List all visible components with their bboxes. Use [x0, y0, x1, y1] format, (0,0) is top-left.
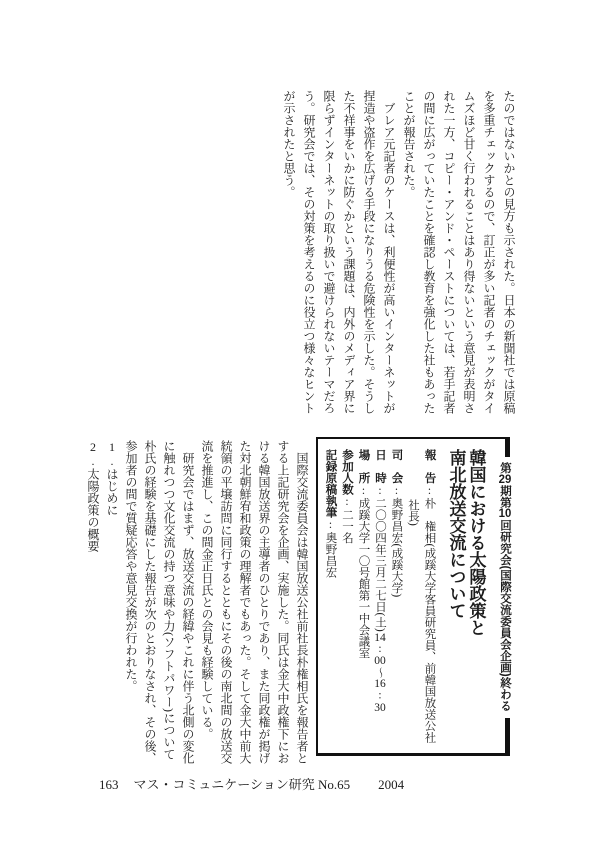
- page-footer: [99, 774, 404, 793]
- outline-number: 2.: [86, 440, 100, 468]
- end-hour: 16: [374, 678, 386, 690]
- end-minute: 30: [374, 701, 386, 714]
- outline-text: はじめに: [105, 468, 119, 516]
- moderator-line: [388, 449, 405, 747]
- moderator-label: 司 会: [390, 449, 403, 484]
- recorder-value: 奥野昌宏: [324, 532, 337, 578]
- venue-label: 場 所: [357, 449, 370, 484]
- colon-separator: :: [324, 519, 337, 531]
- time-colon: :: [374, 643, 386, 656]
- start-minute: 00: [374, 655, 386, 667]
- article-continuation-text: [273, 90, 519, 420]
- start-hour: 14: [374, 631, 386, 644]
- datetime-line: [372, 449, 389, 747]
- session-title-line1: 韓国における太陽政策と: [466, 449, 486, 636]
- outline-number: 1.: [105, 440, 119, 468]
- moderator-value: 奥野昌宏(成蹊大学): [390, 497, 403, 598]
- datetime-date: 二〇〇四年三月二七日(土): [374, 497, 386, 632]
- recorder-label: 記録原稿執筆: [324, 449, 337, 518]
- recorder-line: [322, 449, 339, 747]
- colon-separator: :: [341, 496, 353, 508]
- venue-value: 成蹊大学一〇号館第一中会議室: [357, 497, 370, 659]
- paragraph: ブレア元記者のケースは、利便性が高いインターネットが捏造や盗作を広げる手段になりうる危険性を示した。そうした不祥事をいかに防ぐかという課題は、内外のメディア界に限らずインターネットの取り扱いで避けられないテーマだろう。研究会では、その対策を考えるのに役立つ様々なヒントが示されたと思う。: [282, 90, 396, 414]
- venue-line: [355, 449, 372, 747]
- speaker-line-wrap: [405, 449, 422, 747]
- participants-value: 二一名: [341, 509, 353, 544]
- speaker-value: 朴 権相(成蹊大学客員研究員、前韓国放送公社: [423, 497, 436, 743]
- running-head-text: 期第: [499, 485, 511, 508]
- journal-title: マス・コミュニケーション研究 No.65: [133, 777, 351, 792]
- speaker-line: [421, 449, 438, 747]
- session-number: 29: [498, 473, 512, 485]
- outline-item-2: [83, 440, 102, 770]
- session-title: [446, 449, 486, 747]
- colon-separator: :: [357, 484, 370, 497]
- participants-label: 参加人数: [341, 449, 353, 495]
- session-info-box: [316, 437, 510, 756]
- session-report-body: [75, 440, 311, 770]
- paragraph: 研究会ではまず、放送交流の経緯やこれに伴う北側の変化に触れつつ文化交流の持つ意味や力(ソフトパワー)について朴氏の経験を基礎にした報告が次のとおりなされ、その後、参加者の間で質疑応答や意見交換が行われた。: [124, 440, 195, 764]
- time-colon: :: [374, 689, 386, 702]
- participants-line: [339, 449, 356, 747]
- section-running-head: [498, 457, 512, 718]
- running-head-text: 回研究会(国際交流委員会企画)終わる: [499, 519, 511, 712]
- publication-year: 2004: [378, 777, 405, 792]
- colon-separator: :: [423, 484, 436, 497]
- meeting-number: 10: [498, 508, 512, 520]
- paragraph: たのではないかとの見方も示された。日本の新聞社では原稿を多重チェックするので、訂正が多い記者のチェックがタイムズほど甘く行われることはあり得ないという意見が表明された一方、コピー・アンド・ペーストについては、若手記者の間に広がっていたことを確認し教育を強化した社もあったことが報告された。: [402, 90, 516, 414]
- speaker-label: 報 告: [423, 449, 436, 484]
- paragraph: 国際交流委員会は韓国放送公社前社長朴権相氏を報告者とする上記研究会を企画、実施した。同氏は金大中政権下における韓国放送界の主導者のひとりであり、また同政権が掲げた対北朝鮮宥和政策の理解者でもあった。そして金大中前大統領の平壌訪問に同行するとともにその後の南北間の放送交流を推進し、この間金正日氏との会見も経験している。: [200, 440, 309, 764]
- outline-item-1: [102, 440, 121, 770]
- speaker-value-wrap: 社長): [407, 499, 419, 526]
- outline-text: 太陽政策の概要: [86, 468, 100, 552]
- session-title-line2: 南北放送交流について: [446, 449, 466, 619]
- datetime-label: 日 時: [374, 449, 386, 484]
- tilde-range: 〜: [374, 666, 386, 679]
- page-number: 163: [99, 777, 119, 792]
- colon-separator: :: [374, 484, 386, 497]
- running-head-text: 第: [499, 462, 511, 474]
- colon-separator: :: [390, 484, 403, 497]
